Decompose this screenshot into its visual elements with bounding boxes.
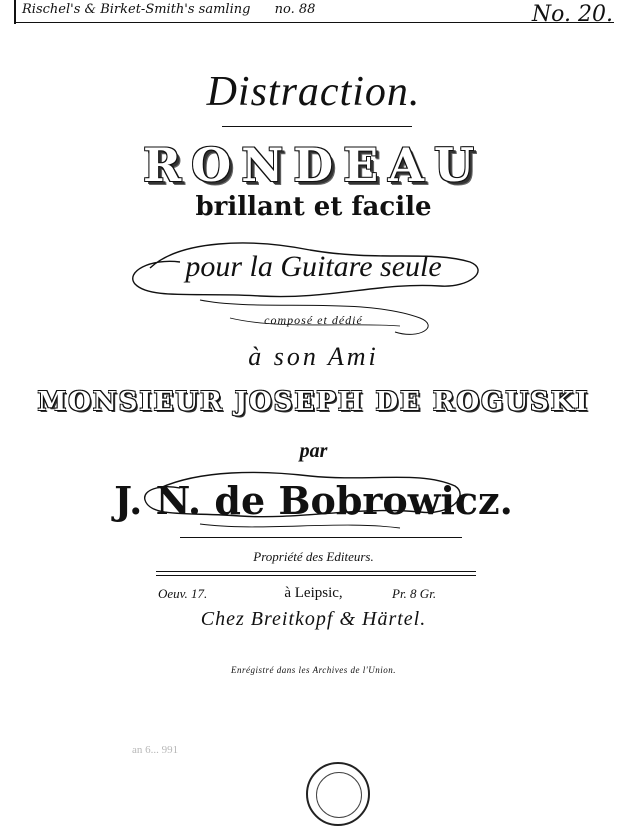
piece-title: Distraction. xyxy=(206,69,421,115)
registration-note: Enrégistré dans les Archives de l'Union. xyxy=(231,665,396,675)
seal-inner-ring xyxy=(316,772,362,818)
collection-note-text: Rischel's & Birket-Smith's samling xyxy=(22,2,251,17)
place-of-publication: à Leipsic, xyxy=(284,585,343,601)
dedicatee-name: MONSIEUR JOSEPH DE ROGUSKI xyxy=(37,387,590,417)
rondeau-heading: RONDEAU xyxy=(142,138,485,192)
library-seal-stamp xyxy=(306,762,370,826)
imprint-double-rule xyxy=(156,571,476,576)
price: Pr. 8 Gr. xyxy=(392,586,437,601)
instrument-line: pour la Guitare seule xyxy=(185,250,442,283)
collection-number: no. 88 xyxy=(274,2,316,17)
propriete-line: Propriété des Editeurs. xyxy=(253,549,374,564)
composer-name: J. N. de Bobrowicz. xyxy=(114,478,513,523)
subtitle: brillant et facile xyxy=(195,192,432,222)
a-son-ami: à son Ami xyxy=(248,342,379,371)
composer-rule xyxy=(180,537,462,538)
plate-number: No. 20. xyxy=(531,2,613,27)
opus-number: Oeuv. 17. xyxy=(158,586,208,601)
publisher-name: Chez Breitkopf & Härtel. xyxy=(200,608,427,630)
par-label: par xyxy=(299,440,328,462)
dedication-line: composé et dédié xyxy=(264,313,363,327)
faint-library-mark: an 6... 991 xyxy=(132,744,179,756)
